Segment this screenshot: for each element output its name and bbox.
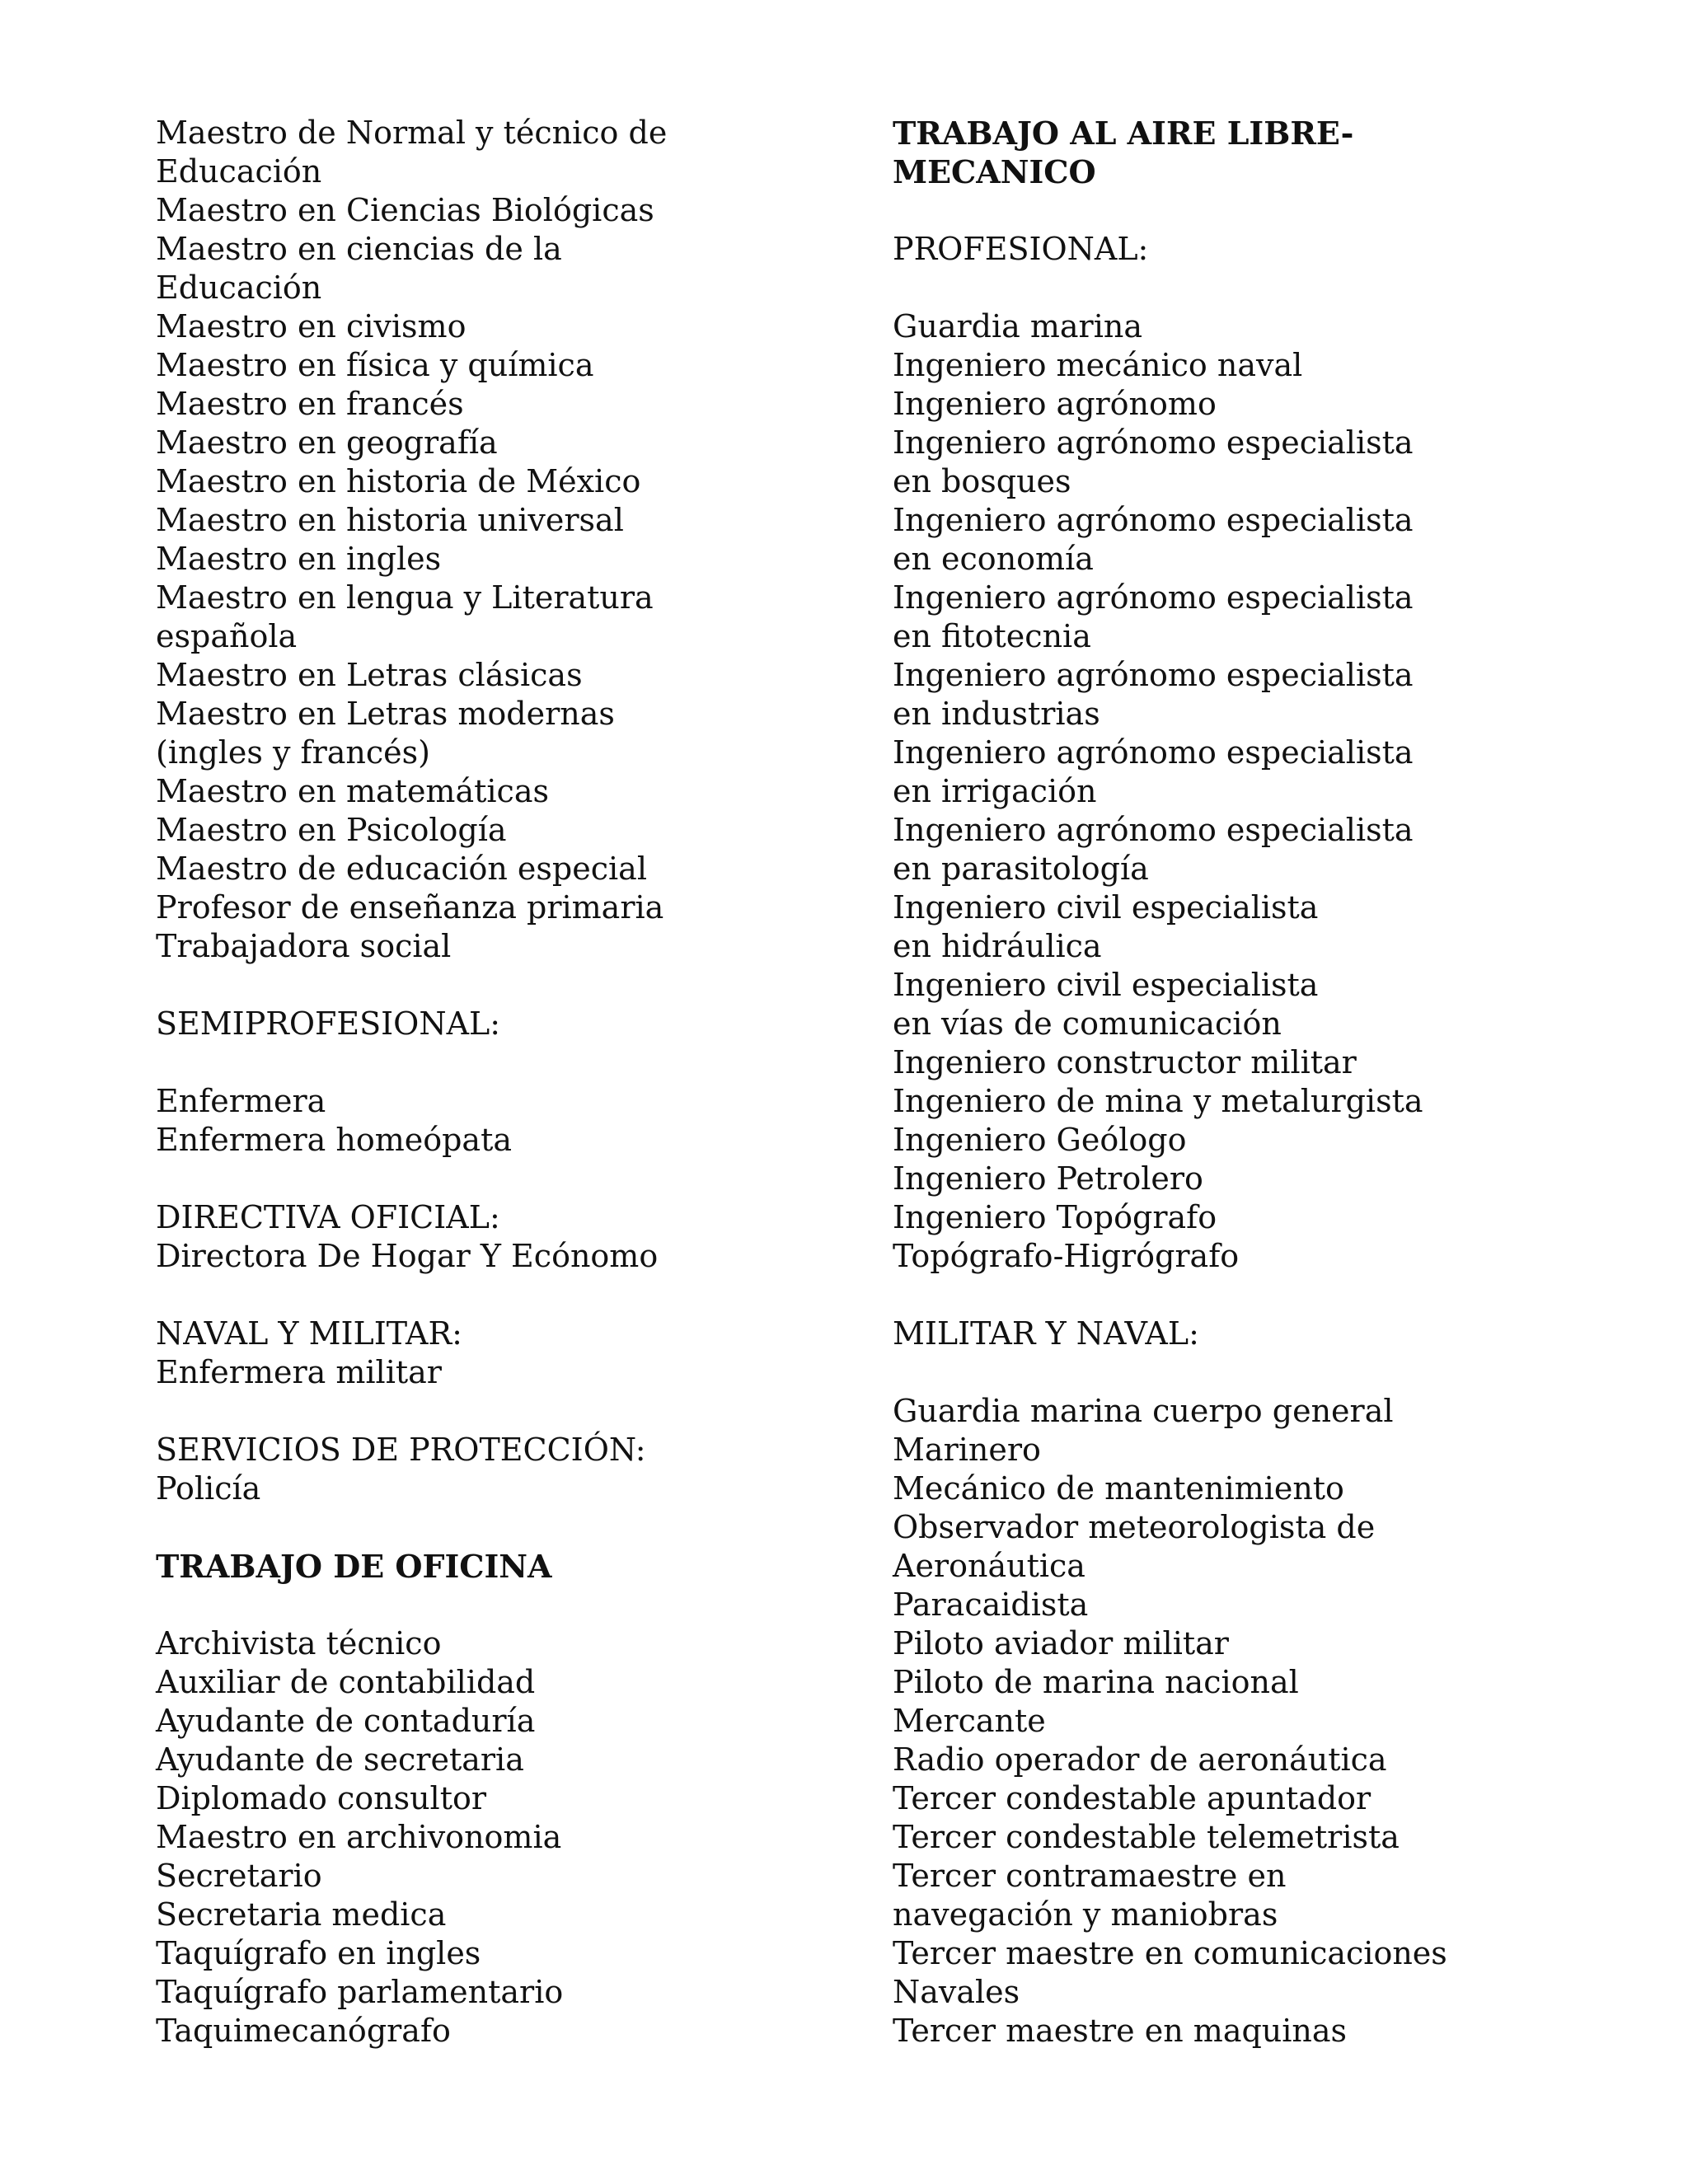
list-item: en irrigación: [893, 773, 1097, 809]
list-item: Ingeniero Petrolero: [893, 1160, 1203, 1197]
list-item: Mercante: [893, 1703, 1046, 1739]
list-item: Ingeniero Geólogo: [893, 1122, 1187, 1158]
list-item: española: [156, 618, 298, 654]
list-item: Taquígrafo en ingles: [156, 1935, 481, 1971]
list-item: Ingeniero constructor militar: [893, 1044, 1357, 1080]
list-item: Maestro de Normal y técnico de: [156, 115, 668, 151]
list-item: Maestro en civismo: [156, 308, 467, 344]
blank-line: [893, 1276, 1634, 1315]
list-item: Enfermera militar: [156, 1354, 442, 1390]
list-item: Guardia marina cuerpo general: [893, 1393, 1394, 1429]
blank-line: [156, 1276, 832, 1315]
list-item: Enfermera: [156, 1083, 326, 1119]
list-item: Ingeniero Topógrafo: [893, 1199, 1217, 1235]
list-item: Navales: [893, 1974, 1020, 2010]
section-heading: TRABAJO AL AIRE LIBRE-: [893, 115, 1354, 152]
list-item: Maestro en geografía: [156, 424, 498, 461]
list-item: Enfermera homeópata: [156, 1122, 513, 1158]
list-item: Ingeniero agrónomo: [893, 386, 1217, 422]
list-item: Maestro en lengua y Literatura: [156, 579, 654, 616]
list-item: Maestro en matemáticas: [156, 773, 549, 809]
list-item: Archivista técnico: [156, 1625, 442, 1661]
list-item: Secretaria medica: [156, 1896, 447, 1933]
list-item: Aeronáutica: [893, 1548, 1085, 1584]
list-item: Maestro en Letras modernas: [156, 696, 615, 732]
list-item: SERVICIOS DE PROTECCIÓN:: [156, 1432, 646, 1468]
list-item: PROFESIONAL:: [893, 231, 1149, 267]
blank-line: [156, 1586, 832, 1624]
blank-line: [893, 191, 1634, 230]
blank-line: [156, 1392, 832, 1431]
list-item: Maestro en historia de México: [156, 463, 641, 499]
list-item: Ayudante de secretaria: [156, 1741, 524, 1778]
list-item: Ingeniero mecánico naval: [893, 347, 1303, 383]
list-item: Maestro en ingles: [156, 541, 442, 577]
left-column: [156, 114, 832, 2050]
list-item: NAVAL Y MILITAR:: [156, 1315, 462, 1352]
list-item: Ingeniero civil especialista: [893, 889, 1319, 926]
list-item: Marinero: [893, 1432, 1041, 1468]
list-item: en economía: [893, 541, 1094, 577]
list-item: Educación: [156, 153, 322, 190]
list-item: Maestro en Letras clásicas: [156, 657, 583, 693]
right-column: [893, 114, 1634, 2050]
list-item: Directora De Hogar Y Ecónomo: [156, 1238, 659, 1274]
list-item: SEMIPROFESIONAL:: [156, 1005, 501, 1042]
list-item: Profesor de enseñanza primaria: [156, 889, 664, 926]
list-item: Maestro en física y química: [156, 347, 594, 383]
list-item: en vías de comunicación: [893, 1005, 1282, 1042]
list-item: Tercer condestable apuntador: [893, 1780, 1372, 1816]
list-item: Mecánico de mantenimiento: [893, 1470, 1344, 1507]
list-item: Ingeniero agrónomo especialista: [893, 579, 1414, 616]
blank-line: [156, 966, 832, 1005]
list-item: navegación y maniobras: [893, 1896, 1278, 1933]
list-item: Ingeniero agrónomo especialista: [893, 657, 1414, 693]
list-item: Observador meteorologista de: [893, 1509, 1376, 1545]
blank-line: [156, 1160, 832, 1198]
list-item: Trabajadora social: [156, 928, 452, 964]
list-item: Ingeniero agrónomo especialista: [893, 502, 1414, 538]
blank-line: [893, 1353, 1634, 1392]
list-item: Guardia marina: [893, 308, 1142, 344]
list-item: Paracaidista: [893, 1586, 1089, 1623]
list-item: Tercer contramaestre en: [893, 1858, 1287, 1894]
list-item: Taquígrafo parlamentario: [156, 1974, 564, 2010]
list-item: Educación: [156, 269, 322, 306]
list-item: en bosques: [893, 463, 1071, 499]
list-item: Maestro de educación especial: [156, 851, 647, 887]
list-item: Radio operador de aeronáutica: [893, 1741, 1387, 1778]
list-item: Tercer maestre en comunicaciones: [893, 1935, 1447, 1971]
list-item: Ayudante de contaduría: [156, 1703, 536, 1739]
list-item: Diplomado consultor: [156, 1780, 487, 1816]
section-heading: MECANICO: [893, 153, 1096, 190]
list-item: Ingeniero civil especialista: [893, 967, 1319, 1003]
list-item: Maestro en archivonomia: [156, 1819, 562, 1855]
list-item: Tercer condestable telemetrista: [893, 1819, 1400, 1855]
list-item: en hidráulica: [893, 928, 1102, 964]
list-item: Secretario: [156, 1858, 322, 1894]
list-item: Taquimecanógrafo: [156, 2013, 451, 2049]
section-heading: TRABAJO DE OFICINA: [156, 1548, 552, 1585]
blank-line: [156, 1043, 832, 1082]
list-item: en industrias: [893, 696, 1100, 732]
list-item: Maestro en Ciencias Biológicas: [156, 192, 654, 228]
list-item: Ingeniero de mina y metalurgista: [893, 1083, 1423, 1119]
list-item: MILITAR Y NAVAL:: [893, 1315, 1199, 1352]
blank-line: [893, 269, 1634, 307]
list-item: Policía: [156, 1470, 261, 1507]
list-item: en fitotecnia: [893, 618, 1091, 654]
list-item: (ingles y francés): [156, 734, 431, 771]
list-item: Ingeniero agrónomo especialista: [893, 734, 1414, 771]
blank-line: [156, 1508, 832, 1547]
list-item: Piloto aviador militar: [893, 1625, 1229, 1661]
list-item: en parasitología: [893, 851, 1149, 887]
list-item: Maestro en francés: [156, 386, 464, 422]
list-item: Auxiliar de contabilidad: [156, 1664, 536, 1700]
list-item: Maestro en ciencias de la: [156, 231, 562, 267]
list-item: Maestro en historia universal: [156, 502, 624, 538]
list-item: Ingeniero agrónomo especialista: [893, 424, 1414, 461]
list-item: Ingeniero agrónomo especialista: [893, 812, 1414, 848]
list-item: Topógrafo-Higrógrafo: [893, 1238, 1240, 1274]
list-item: DIRECTIVA OFICIAL:: [156, 1199, 500, 1235]
list-item: Maestro en Psicología: [156, 812, 507, 848]
list-item: Tercer maestre en maquinas: [893, 2013, 1348, 2049]
list-item: Piloto de marina nacional: [893, 1664, 1299, 1700]
